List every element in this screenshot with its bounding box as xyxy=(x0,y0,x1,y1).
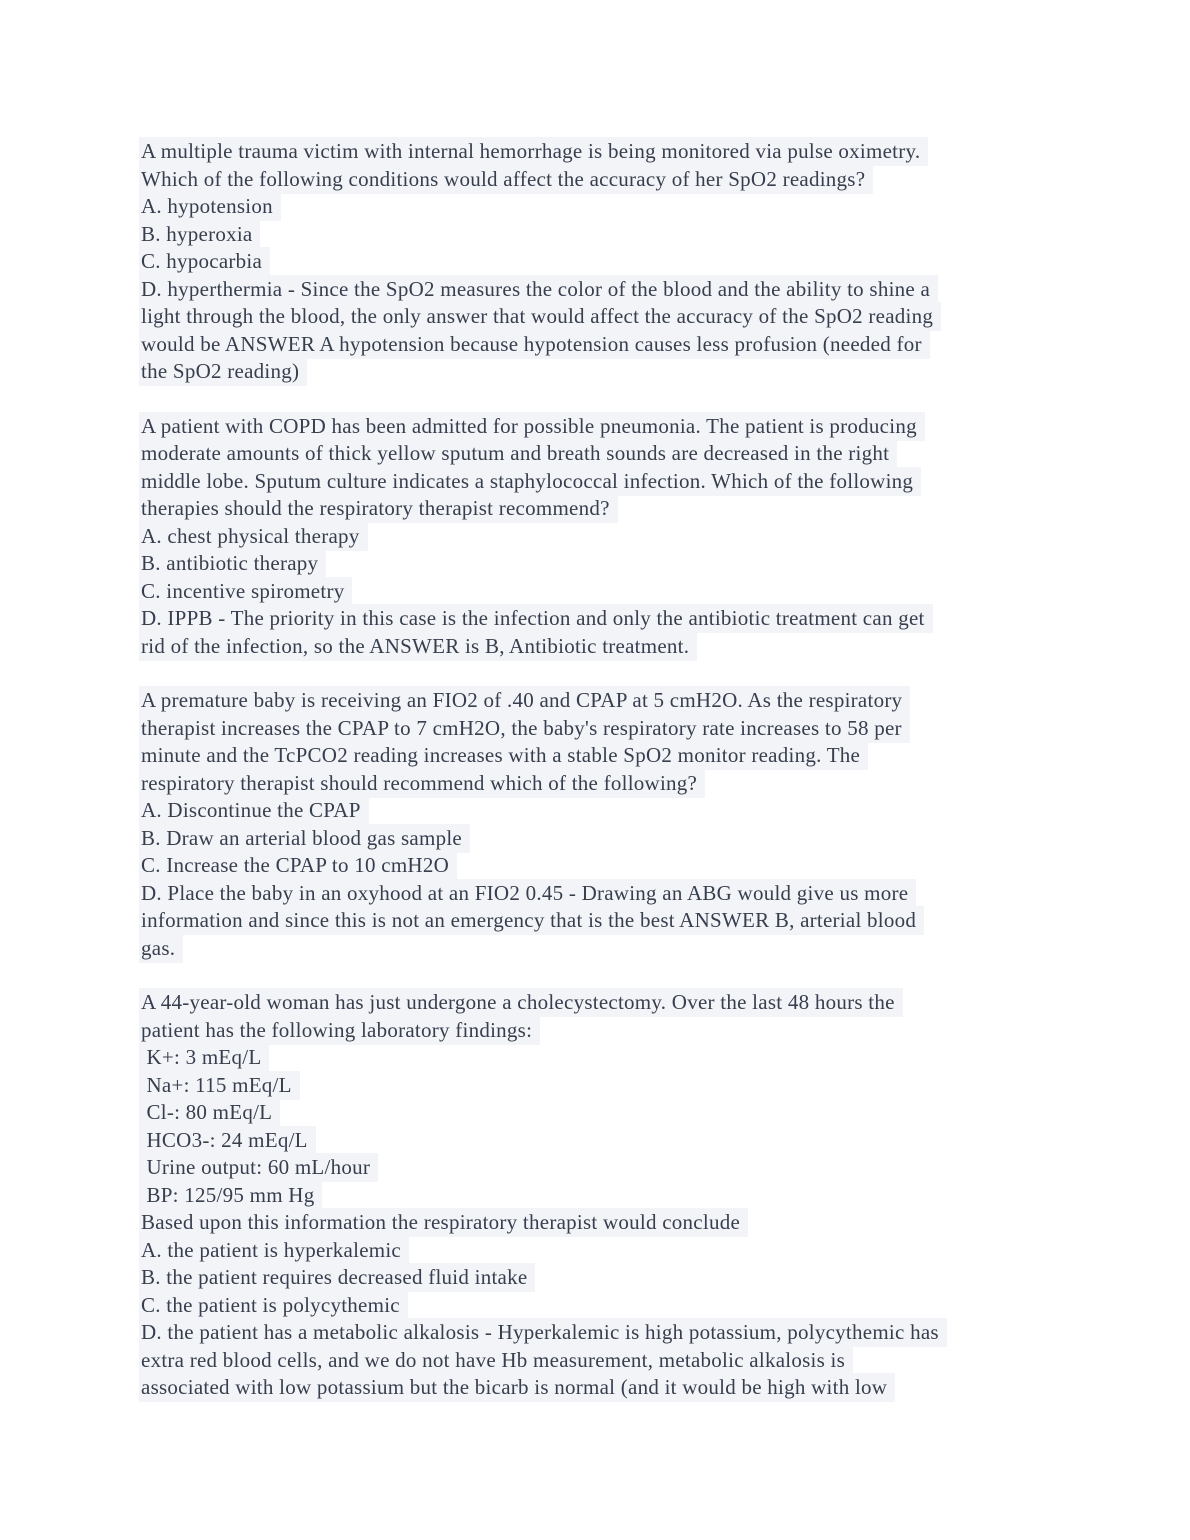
text-line xyxy=(141,440,1060,468)
highlighted-text: HCO3-: 24 mEq/L xyxy=(139,1126,316,1155)
text-line xyxy=(141,742,1060,770)
highlighted-text: rid of the infection, so the ANSWER is B, Antibiotic treatment. xyxy=(139,632,697,661)
question-block-1 xyxy=(141,138,1060,386)
highlighted-text: moderate amounts of thick yellow sputum and breath sounds are decreased in the right xyxy=(139,439,897,468)
text-line xyxy=(141,1374,1060,1402)
highlighted-text: B. hyperoxia xyxy=(139,220,260,249)
highlighted-text: C. the patient is polycythemic xyxy=(139,1291,408,1320)
highlighted-text: middle lobe. Sputum culture indicates a staphylococcal infection. Which of the following xyxy=(139,467,921,496)
highlighted-text: C. incentive spirometry xyxy=(139,577,352,606)
text-line xyxy=(141,248,1060,276)
highlighted-text: gas. xyxy=(139,934,183,963)
text-line xyxy=(141,578,1060,606)
highlighted-text: therapies should the respiratory therapist recommend? xyxy=(139,494,618,523)
text-line xyxy=(141,605,1060,633)
text-line xyxy=(141,989,1060,1017)
text-line xyxy=(141,1292,1060,1320)
highlighted-text: Which of the following conditions would affect the accuracy of her SpO2 readings? xyxy=(139,165,873,194)
text-line xyxy=(141,193,1060,221)
highlighted-text: therapist increases the CPAP to 7 cmH2O, the baby's respiratory rate increases to 58 per xyxy=(139,714,910,743)
highlighted-text: A. hypotension xyxy=(139,192,281,221)
text-line xyxy=(141,770,1060,798)
highlighted-text: C. hypocarbia xyxy=(139,247,270,276)
text-line xyxy=(141,852,1060,880)
text-line xyxy=(141,1209,1060,1237)
text-line xyxy=(141,276,1060,304)
highlighted-text: Na+: 115 mEq/L xyxy=(139,1071,300,1100)
highlighted-text: D. the patient has a metabolic alkalosis - Hyperkalemic is high potassium, polycythemic has xyxy=(139,1318,947,1347)
text-line xyxy=(141,633,1060,661)
question-block-3 xyxy=(141,687,1060,962)
text-line xyxy=(141,495,1060,523)
text-line xyxy=(141,550,1060,578)
text-line xyxy=(141,138,1060,166)
text-line xyxy=(141,166,1060,194)
highlighted-text: B. Draw an arterial blood gas sample xyxy=(139,824,470,853)
highlighted-text: respiratory therapist should recommend which of the following? xyxy=(139,769,705,798)
text-line xyxy=(141,825,1060,853)
text-line xyxy=(141,880,1060,908)
text-line xyxy=(141,1154,1060,1182)
highlighted-text: A premature baby is receiving an FIO2 of .40 and CPAP at 5 cmH2O. As the respiratory xyxy=(139,686,910,715)
text-line xyxy=(141,797,1060,825)
text-line xyxy=(141,1182,1060,1210)
highlighted-text: A. chest physical therapy xyxy=(139,522,368,551)
text-line xyxy=(141,907,1060,935)
highlighted-text: A multiple trauma victim with internal hemorrhage is being monitored via pulse oximetry. xyxy=(139,137,928,166)
highlighted-text: extra red blood cells, and we do not have Hb measurement, metabolic alkalosis is xyxy=(139,1346,853,1375)
text-line xyxy=(141,468,1060,496)
highlighted-text: A. Discontinue the CPAP xyxy=(139,796,369,825)
text-line xyxy=(141,1044,1060,1072)
text-line xyxy=(141,303,1060,331)
text-line xyxy=(141,1319,1060,1347)
text-line xyxy=(141,358,1060,386)
text-line xyxy=(141,413,1060,441)
text-line xyxy=(141,1347,1060,1375)
highlighted-text: A. the patient is hyperkalemic xyxy=(139,1236,409,1265)
text-line xyxy=(141,715,1060,743)
highlighted-text: D. hyperthermia - Since the SpO2 measures the color of the blood and the ability to shine a xyxy=(139,275,938,304)
text-line xyxy=(141,1072,1060,1100)
question-block-2 xyxy=(141,413,1060,661)
text-line xyxy=(141,687,1060,715)
text-line xyxy=(141,1237,1060,1265)
highlighted-text: Urine output: 60 mL/hour xyxy=(139,1153,378,1182)
highlighted-text: A patient with COPD has been admitted for possible pneumonia. The patient is producing xyxy=(139,412,925,441)
highlighted-text: light through the blood, the only answer that would affect the accuracy of the SpO2 reading xyxy=(139,302,941,331)
highlighted-text: C. Increase the CPAP to 10 cmH2O xyxy=(139,851,457,880)
highlighted-text: information and since this is not an emergency that is the best ANSWER B, arterial blood xyxy=(139,906,924,935)
highlighted-text: D. IPPB - The priority in this case is the infection and only the antibiotic treatment can get xyxy=(139,604,933,633)
highlighted-text: minute and the TcPCO2 reading increases with a stable SpO2 monitor reading. The xyxy=(139,741,868,770)
highlighted-text: BP: 125/95 mm Hg xyxy=(139,1181,322,1210)
text-line xyxy=(141,331,1060,359)
text-line xyxy=(141,221,1060,249)
highlighted-text: B. antibiotic therapy xyxy=(139,549,326,578)
highlighted-text: A 44-year-old woman has just undergone a cholecystectomy. Over the last 48 hours the xyxy=(139,988,903,1017)
highlighted-text: would be ANSWER A hypotension because hypotension causes less profusion (needed for xyxy=(139,330,930,359)
highlighted-text: D. Place the baby in an oxyhood at an FIO2 0.45 - Drawing an ABG would give us more xyxy=(139,879,916,908)
highlighted-text: the SpO2 reading) xyxy=(139,357,307,386)
text-line xyxy=(141,935,1060,963)
highlighted-text: Based upon this information the respiratory therapist would conclude xyxy=(139,1208,748,1237)
question-block-4 xyxy=(141,989,1060,1402)
highlighted-text: associated with low potassium but the bicarb is normal (and it would be high with low xyxy=(139,1373,895,1402)
text-line xyxy=(141,1099,1060,1127)
highlighted-text: K+: 3 mEq/L xyxy=(139,1043,269,1072)
highlighted-text: B. the patient requires decreased fluid intake xyxy=(139,1263,535,1292)
text-line xyxy=(141,1264,1060,1292)
highlighted-text: patient has the following laboratory findings: xyxy=(139,1016,540,1045)
text-line xyxy=(141,523,1060,551)
highlighted-text: Cl-: 80 mEq/L xyxy=(139,1098,280,1127)
text-line xyxy=(141,1017,1060,1045)
text-line xyxy=(141,1127,1060,1155)
